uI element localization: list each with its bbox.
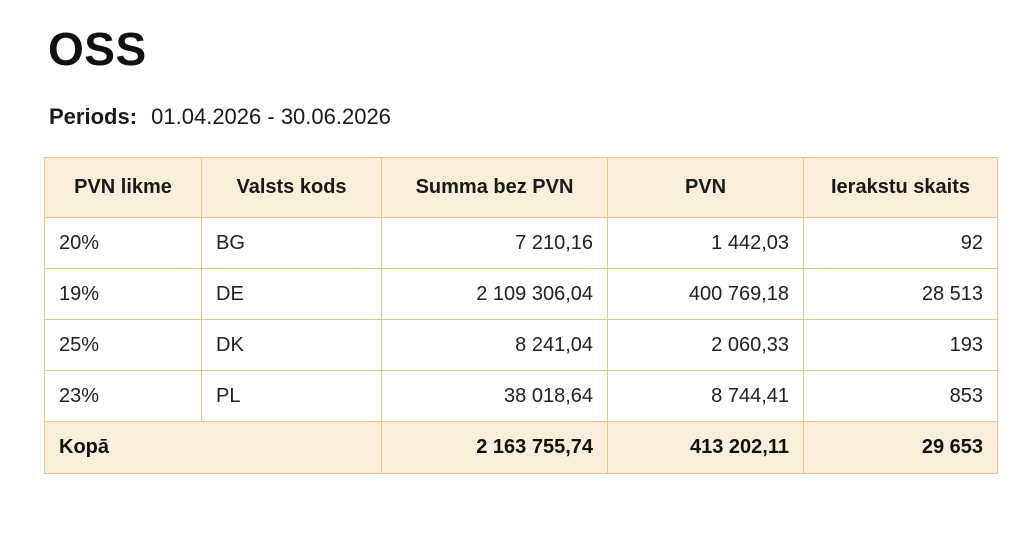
period-line (49, 104, 391, 130)
cell-vat-rate: 19% (45, 269, 202, 320)
cell-vat: 1 442,03 (608, 218, 804, 269)
cell-vat-rate: 20% (45, 218, 202, 269)
table-row (45, 269, 998, 320)
table-header-row (45, 158, 998, 218)
cell-vat: 2 060,33 (608, 320, 804, 371)
cell-record-count: 193 (804, 320, 998, 371)
total-vat: 413 202,11 (608, 422, 804, 474)
cell-record-count: 853 (804, 371, 998, 422)
period-label: Periods: (49, 104, 138, 129)
total-label: Kopā (45, 422, 382, 474)
header-net-amount: Summa bez PVN (382, 158, 608, 218)
cell-country-code: BG (202, 218, 382, 269)
header-vat-rate: PVN likme (45, 158, 202, 218)
cell-country-code: DK (202, 320, 382, 371)
cell-net-amount: 2 109 306,04 (382, 269, 608, 320)
cell-vat: 400 769,18 (608, 269, 804, 320)
table-row (45, 371, 998, 422)
cell-net-amount: 8 241,04 (382, 320, 608, 371)
cell-record-count: 92 (804, 218, 998, 269)
oss-table (44, 157, 998, 474)
cell-net-amount: 38 018,64 (382, 371, 608, 422)
cell-record-count: 28 513 (804, 269, 998, 320)
total-record-count: 29 653 (804, 422, 998, 474)
cell-country-code: DE (202, 269, 382, 320)
cell-vat-rate: 25% (45, 320, 202, 371)
cell-vat: 8 744,41 (608, 371, 804, 422)
table-row (45, 218, 998, 269)
total-net-amount: 2 163 755,74 (382, 422, 608, 474)
cell-vat-rate: 23% (45, 371, 202, 422)
table-row (45, 320, 998, 371)
header-country-code: Valsts kods (202, 158, 382, 218)
page-title: OSS (48, 23, 147, 75)
cell-country-code: PL (202, 371, 382, 422)
header-record-count: Ierakstu skaits (804, 158, 998, 218)
cell-net-amount: 7 210,16 (382, 218, 608, 269)
total-row (45, 422, 998, 474)
header-vat: PVN (608, 158, 804, 218)
period-value: 01.04.2026 - 30.06.2026 (151, 104, 391, 129)
